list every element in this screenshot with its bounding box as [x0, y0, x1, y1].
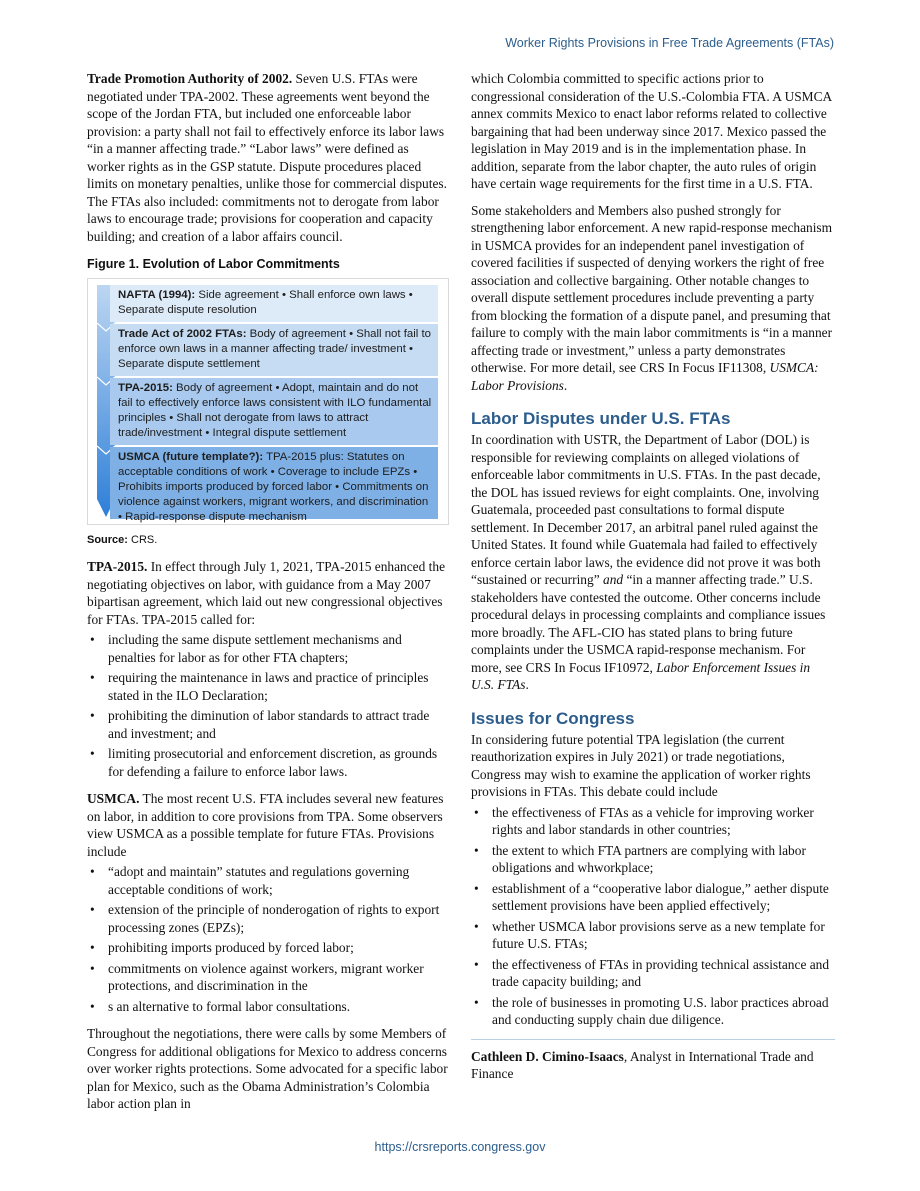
usmca-lead: USMCA. [87, 791, 140, 806]
enforcement-end: . [563, 377, 568, 393]
tpa2002-lead: Trade Promotion Authority of 2002. [87, 71, 293, 86]
figure-source [87, 534, 449, 546]
issues-paragraph: In considering future potential TPA legislation (the current reauthorization expires in July 2021) or trade negotiations, Congress may wish to examine the application of worker rights provisions in FTAs. This debate could include [471, 731, 811, 799]
enforcement-paragraph [471, 202, 835, 395]
tpa2015-text: In effect through July 1, 2021, TPA-2015 enhanced the negotiating objectives on labor, with guidance from a May 2007 bipartisan agreement, which laid out new congressional objectives for FTAs. TPA-2015 called for: [87, 559, 446, 627]
figure-row-head: NAFTA (1994): [118, 289, 196, 301]
disputes-text-b: “in a manner affecting trade.” U.S. stakeholders have contested the outcome. Other concerns include procedural delays in processing complaints and compliance issues more broadly. The AFL-CIO has stated plans to bring future complaints under the USMCA rapid-response mechanism. For more, see CRS In Focus IF10972, [471, 572, 826, 675]
list-item: • prohibiting the diminution of labor standards to attract trade and investment; and [87, 707, 449, 742]
list-item: • establishment of a “cooperative labor dialogue,” aether dispute settlement provisions have been applied effectively; [471, 880, 835, 915]
tpa2015-lead: TPA-2015. [87, 559, 148, 574]
disputes-text-a: In coordination with USTR, the Department of Labor (DOL) is responsible for reviewing complaints on alleged violations of enforceable labor commitments in U.S. FTAs. In the past decade, the DOL has issued reviews for eight complaints. One, involving Guatemala, proceeded past consultations to formal dispute settlement. In December 2017, an arbitral panel ruled against the United States. It found while Guatemala had failed to effectively enforce certain labor laws, the evidence did not prove it was both “sustained or recurring” [471, 432, 821, 587]
figure-row-trade-act-2002 [110, 324, 438, 376]
figure-rows [110, 285, 438, 523]
citation-title: USMCA: Labor Provisions [471, 360, 819, 393]
tpa2015-paragraph [87, 558, 449, 628]
list-item: • commitments on violence against workers, migrant worker protections, and discrimination in the [87, 960, 449, 995]
list-item: • s an alternative to formal labor consultations. [87, 998, 449, 1016]
author-title: , Analyst in International Trade and Finance [471, 1048, 814, 1081]
list-item: • limiting prosecutorial and enforcement discretion, as grounds for defending a failure to enforce labor laws. [87, 745, 449, 780]
disputes-end: . [525, 677, 529, 692]
source-text: CRS. [127, 534, 158, 546]
usmca-paragraph [87, 790, 449, 860]
section-heading-issues: Issues for Congress [471, 708, 635, 728]
tpa2015-bullets [87, 631, 449, 780]
usmca-bullets [87, 863, 449, 1015]
figure-row-body: TPA-2015 plus: Statutes on acceptable conditions of work • Coverage to include EPZs • Prohibits imports produced by forced labor • Commitments on violence against workers, migrant workers, and discrimination • Rapid-response dispute mechanism [118, 451, 429, 523]
figure-row-head: TPA-2015: [118, 382, 173, 394]
disputes-paragraph [471, 431, 835, 694]
list-item: • the effectiveness of FTAs as a vehicle for improving worker rights and labor standards in other countries; [471, 804, 835, 839]
figure-title: Figure 1. Evolution of Labor Commitments [87, 257, 340, 271]
issues-bullets [471, 804, 835, 1029]
list-item: • prohibiting imports produced by forced labor; [87, 939, 449, 957]
tpa2002-paragraph [87, 70, 449, 245]
figure-row-body: Body of agreement • Shall not fail to enforce own laws in a manner affecting trade/ investment • Separate dispute settlement [118, 328, 431, 370]
author-divider [471, 1039, 835, 1040]
left-column [87, 70, 449, 1122]
figure-row-usmca [110, 447, 438, 523]
list-item: • including the same dispute settlement mechanisms and penalties for labor as for other FTA chapters; [87, 631, 449, 666]
list-item: • extension of the principle of nonderogation of rights to export processing zones (EPZs); [87, 901, 449, 936]
source-label: Source: [87, 534, 128, 546]
list-item: • requiring the maintenance in laws and practice of principles stated in the ILO Declaration; [87, 669, 449, 704]
enforcement-text: Some stakeholders and Members also pushed strongly for strengthening labor enforcement. A new rapid-response mechanism in USMCA provides for an independent panel investigation of covered facilities if suspected of denying workers the right of free association and collective bargaining. Other notable changes to overall dispute settlement procedures include preventing a party from blocking the formation of a dispute panel, and presuming that failure to comply with the main labor commitments is “in a manner affecting trade or investment,” unless a party demonstrates otherwise. For more detail, see CRS In Focus IF11308, [471, 202, 833, 375]
disputes-emphasis: and [603, 572, 624, 587]
figure-row-head: Trade Act of 2002 FTAs: [118, 328, 247, 340]
labor-commitments-figure [87, 278, 449, 525]
figure-row-head: USMCA (future template?): [118, 451, 264, 463]
list-item: • whether USMCA labor provisions serve as a new template for future U.S. FTAs; [471, 918, 835, 953]
tpa2002-text: Seven U.S. FTAs were negotiated under TPA-2002. These agreements went beyond the scope of the Jordan FTA, but included one enforceable labor provision: a party shall not fail to effectively enforce its labor laws “in a manner affecting trade.” “Labor laws” were defined as worker rights as in the GSP statute. Dispute procedures placed limits on monetary penalties, unlike those for commercial disputes. The FTAs also included: commitments not to derogate from labor laws to encourage trade; provisions for cooperation and capacity building; and creation of a labor affairs council. [87, 71, 447, 244]
author-name: Cathleen D. Cimino-Isaacs [471, 1048, 624, 1064]
usmca-text: The most recent U.S. FTA includes several new features on labor, in addition to core provisions from TPA. Some observers view USMCA as a possible template for future FTAs. Provisions include [87, 791, 444, 859]
citation-title: Labor Enforcement Issues in U.S. FTAs [471, 659, 811, 692]
running-header: Worker Rights Provisions in Free Trade Agreements (FTAs) [505, 36, 834, 50]
figure-row-body: Side agreement • Shall enforce own laws • Separate dispute resolution [118, 289, 413, 316]
list-item: • the role of businesses in promoting U.S. labor practices abroad and conducting supply chain due diligence. [471, 994, 835, 1029]
author-line [471, 1048, 835, 1083]
figure-row-tpa2015 [110, 378, 438, 445]
list-item: • the effectiveness of FTAs in providing technical assistance and trade capacity building; and [471, 956, 835, 991]
footer-url-link[interactable]: https://crsreports.congress.gov [374, 1140, 546, 1154]
colombia-paragraph: which Colombia committed to specific actions prior to congressional consideration of the U.S.-Colombia FTA. A USMCA annex commits Mexico to enact labor reforms related to collective bargaining that had been underway since 2017. Mexico passed the legislation in May 2019 and is in the implementation phase. In addition, separate from the labor chapter, the auto rules of origin have certain wage requirements for the first time in a U.S. FTA. [471, 71, 832, 191]
list-item: • “adopt and maintain” statutes and regulations governing acceptable conditions of work; [87, 863, 449, 898]
section-heading-disputes: Labor Disputes under U.S. FTAs [471, 409, 731, 428]
right-column [471, 70, 835, 1092]
figure-row-body: Body of agreement • Adopt, maintain and do not fail to effectively enforce laws consistent with ILO fundamental principles • Shall not derogate from laws to attract trade/investment • Integral dispute settlement [118, 382, 432, 439]
negotiations-paragraph: Throughout the negotiations, there were calls by some Members of Congress for additional obligations for Mexico to address concerns over worker rights protections. Some advocated for a specific labor plan for Mexico, such as the Obama Administration’s Colombia labor action plan in [87, 1026, 448, 1111]
figure-row-nafta [110, 285, 438, 322]
list-item: • the extent to which FTA partners are complying with labor obligations and whworkplace; [471, 842, 835, 877]
